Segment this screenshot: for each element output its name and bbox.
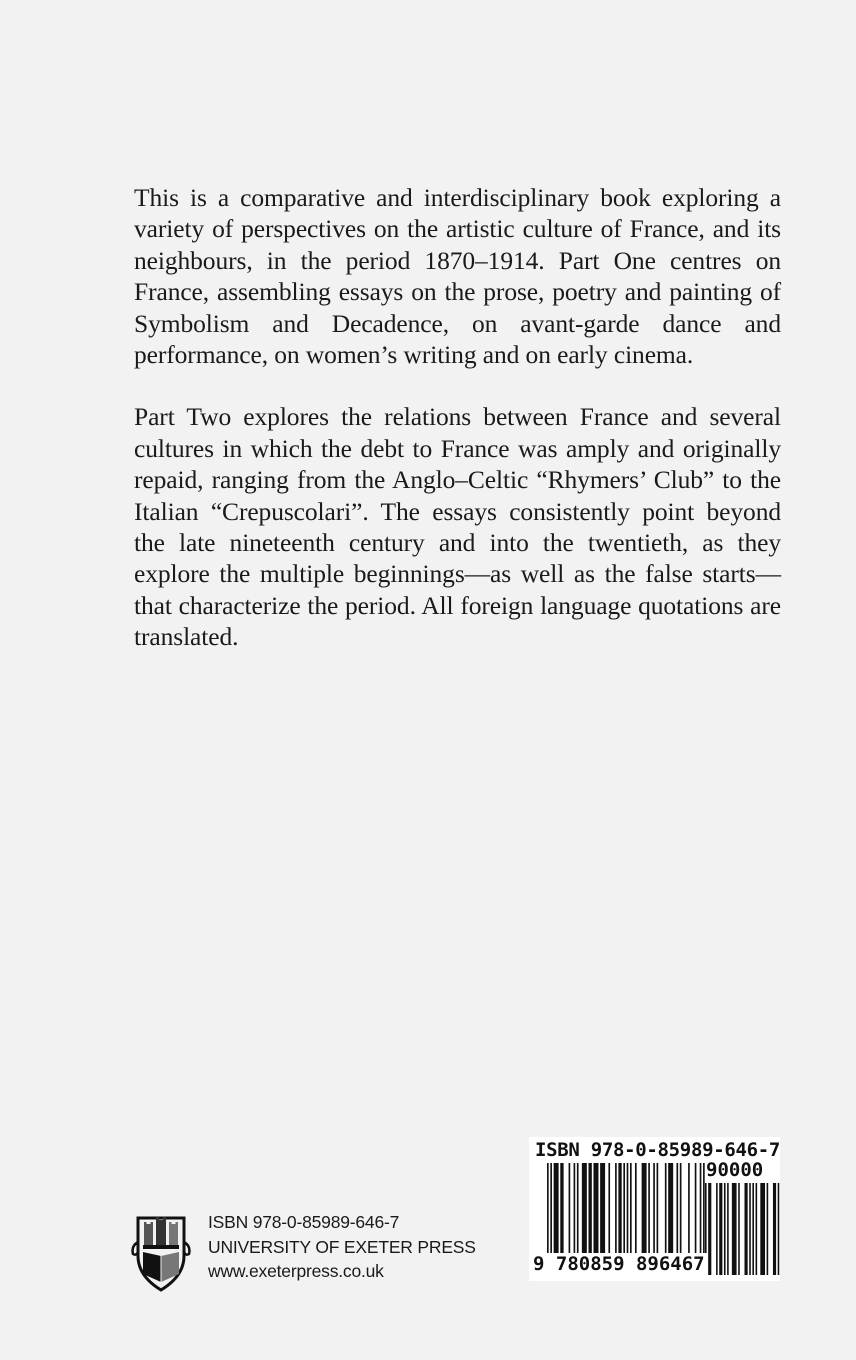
ean-bar xyxy=(550,1163,552,1267)
ean-bar xyxy=(695,1163,697,1253)
ean-bar xyxy=(560,1163,563,1253)
addon-bar xyxy=(778,1183,780,1275)
ean-bar xyxy=(569,1163,571,1253)
addon-bar xyxy=(738,1183,740,1275)
addon-bar xyxy=(773,1183,776,1275)
addon-bar xyxy=(756,1183,758,1275)
barcode-addon-label: 90000 xyxy=(706,1159,764,1181)
ean-bar xyxy=(700,1163,702,1267)
exeter-castle-logo-icon xyxy=(130,1212,192,1292)
ean-bar xyxy=(554,1163,559,1253)
imprint-isbn: ISBN 978-0-85989-646-7 xyxy=(208,1212,400,1232)
ean-bar xyxy=(577,1163,579,1253)
ean-bar xyxy=(627,1163,629,1267)
addon-bar xyxy=(752,1183,754,1275)
addon-bar xyxy=(727,1183,729,1275)
publisher-imprint xyxy=(130,1210,476,1292)
addon-bar xyxy=(724,1183,726,1275)
ean-bar xyxy=(648,1163,650,1253)
addon-bar xyxy=(719,1183,722,1275)
ean-bar xyxy=(615,1163,617,1253)
ean-bar xyxy=(618,1163,621,1253)
imprint-publisher: UNIVERSITY OF EXETER PRESS xyxy=(208,1236,476,1257)
ean-bar xyxy=(680,1163,682,1253)
addon-bar xyxy=(745,1183,748,1275)
barcode-ean-digits: 9 780859 896467 xyxy=(533,1253,705,1275)
ean-bar xyxy=(630,1163,632,1253)
addon-bar xyxy=(760,1183,765,1275)
addon-bar xyxy=(767,1183,769,1275)
ean-bar xyxy=(582,1163,587,1253)
blurb-paragraph-2: Part Two explores the relations between France and several cultures in which the debt to France was amply and originally repaid, ranging from the Anglo–Celtic “Rhymers’ Club” to the Italian “Crepuscolari”. The essays consistently point beyond the late nineteenth century and into the twentieth, as they explore the multiple beginnings—as well as the false starts—that characterize the period. All foreign language quotations are translated. xyxy=(134,402,781,652)
blurb-paragraph-1: This is a comparative and interdisciplinary book exploring a variety of perspectives on the artistic culture of France, and its neighbours, in the period 1870–1914. Part One centres on France, assembling essays on the prose, poetry and painting of Symbolism and Decadence, on avant-garde dance and performance, on women’s writing and on early cinema. xyxy=(134,183,781,370)
ean-bar xyxy=(547,1163,549,1267)
addon-bar xyxy=(749,1183,751,1275)
addon-bar xyxy=(708,1183,711,1275)
ean-bar xyxy=(593,1163,598,1253)
ean-bar xyxy=(642,1163,647,1253)
ean-bar xyxy=(676,1163,678,1253)
ean-bar xyxy=(623,1163,625,1267)
ean-bar xyxy=(653,1163,655,1253)
ean-bar xyxy=(665,1163,667,1253)
barcode-isbn-label: ISBN 978-0-85989-646-7 xyxy=(535,1139,781,1161)
addon-bar xyxy=(732,1183,737,1275)
ean-bar xyxy=(635,1163,637,1253)
ean-bar xyxy=(600,1163,605,1253)
imprint-website: www.exeterpress.co.uk xyxy=(208,1261,384,1281)
ean-bar xyxy=(657,1163,659,1253)
ean-bar xyxy=(703,1163,705,1267)
ean-bar xyxy=(668,1163,673,1253)
ean-bar xyxy=(688,1163,690,1253)
ean-bar xyxy=(608,1163,610,1253)
ean-bar xyxy=(574,1163,576,1253)
isbn-barcode xyxy=(529,1137,780,1281)
back-cover-blurb xyxy=(134,182,781,653)
addon-bar xyxy=(716,1183,718,1275)
ean-bar xyxy=(589,1163,592,1253)
